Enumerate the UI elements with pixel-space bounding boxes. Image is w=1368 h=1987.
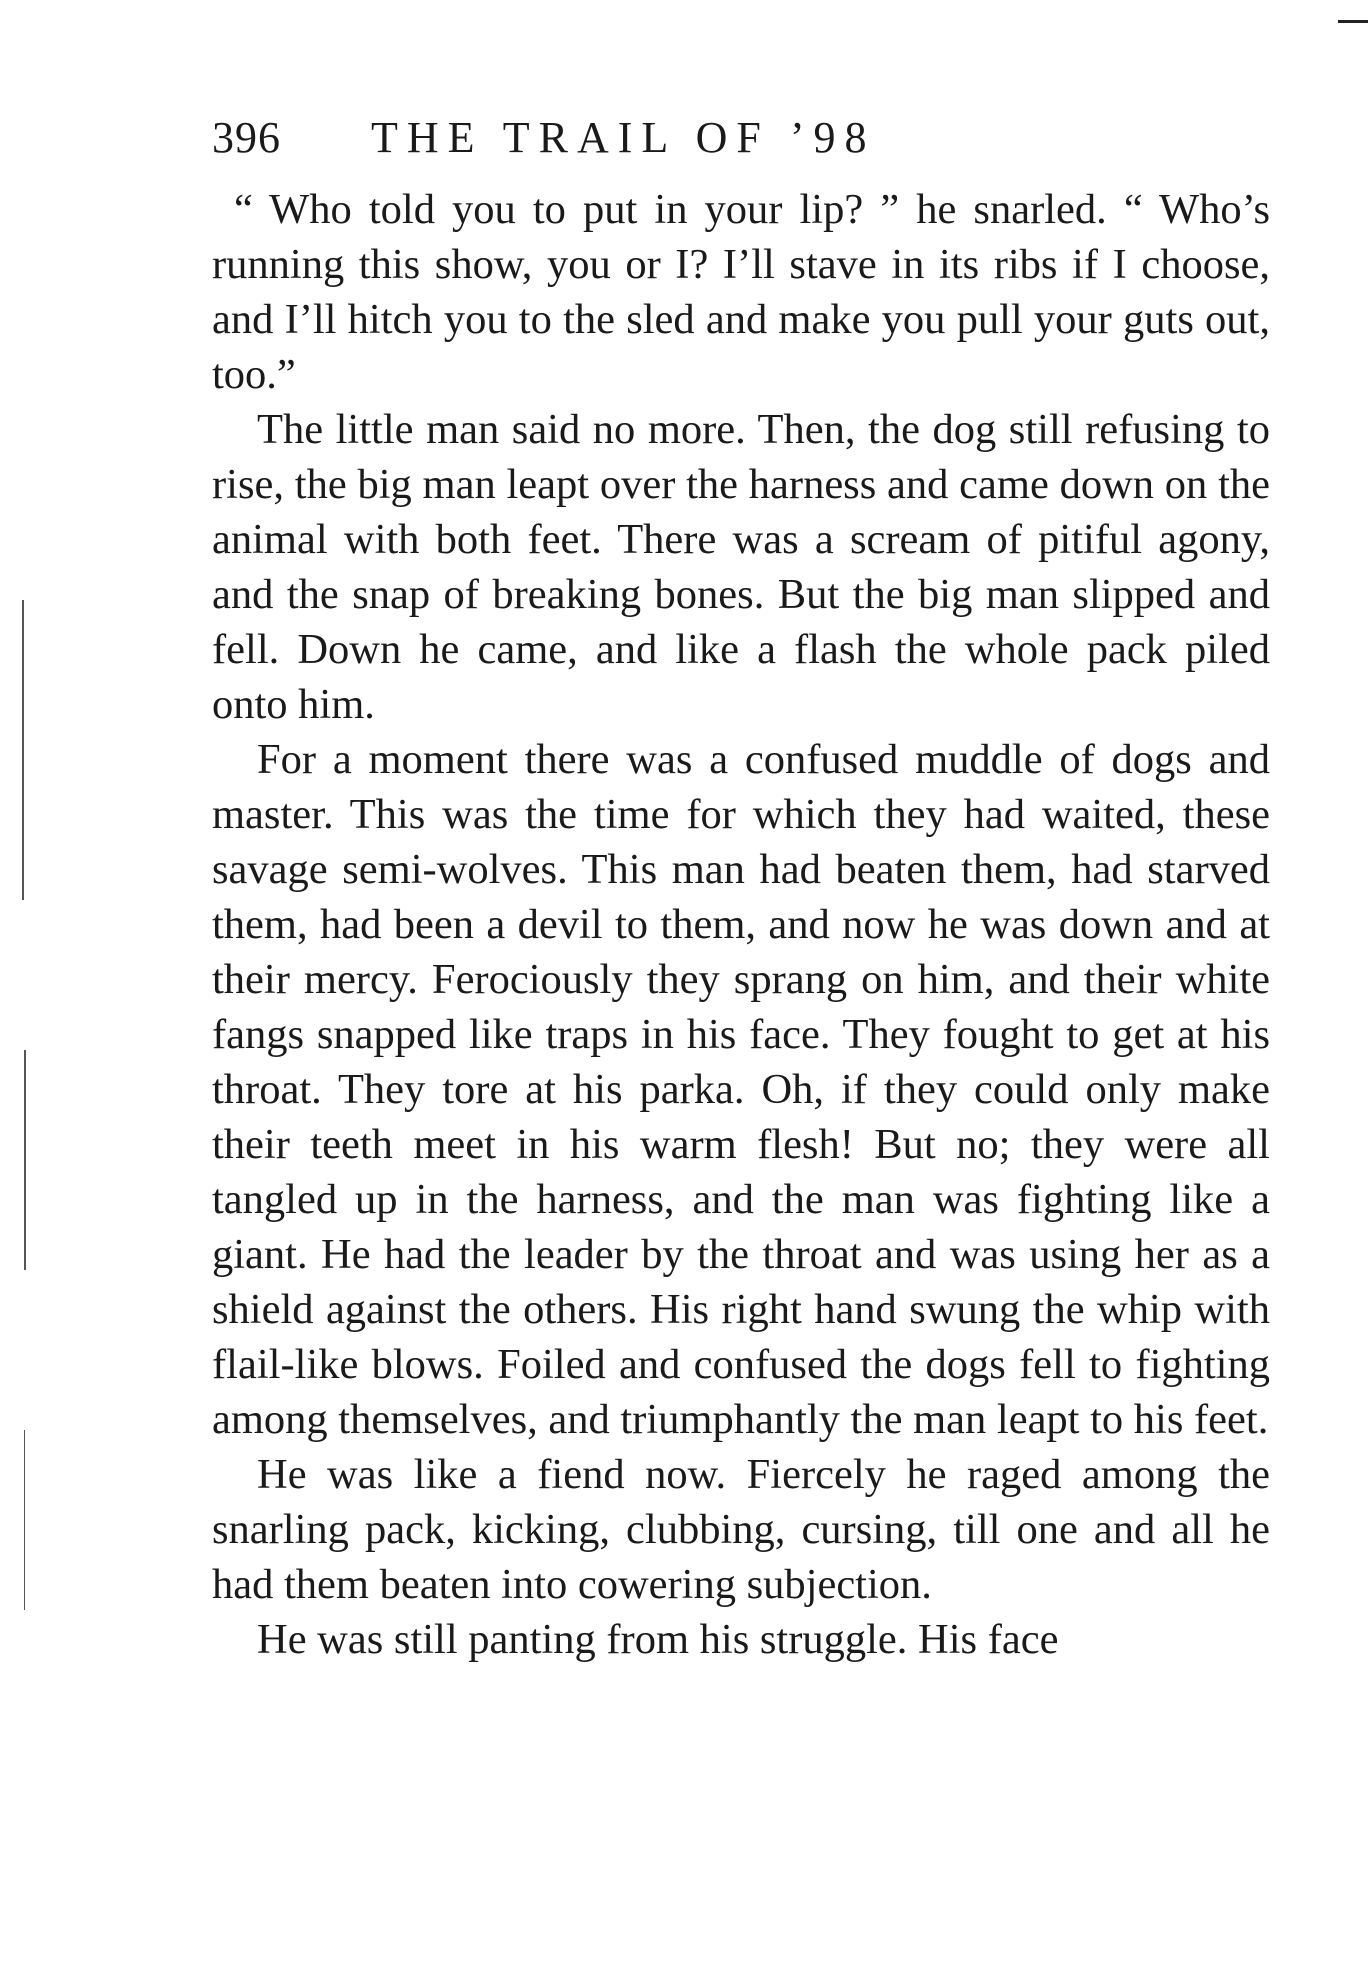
book-page	[212, 112, 1270, 1667]
page-number: 396	[212, 113, 281, 162]
margin-scan-mark	[22, 600, 24, 900]
running-title: THE TRAIL OF ’98	[371, 113, 876, 162]
page-header	[212, 112, 1270, 182]
margin-scan-mark	[24, 1430, 25, 1610]
corner-scan-mark	[1338, 20, 1368, 23]
paragraph: He was like a fiend now. Fiercely he raged among the snarling pack, kicking, clubbing, cursing, till one and all he had them beaten into cowering subjection.	[212, 1451, 1270, 1608]
paragraph: He was still panting from his struggle. His face	[257, 1616, 1059, 1663]
paragraph: “ Who told you to put in your lip? ” he snarled. “ Who’s running this show, you or I? I’ll stave in its ribs if I choose, and I’ll hitch you to the sled and make you pull your guts out, too.”	[212, 186, 1270, 398]
margin-scan-mark	[24, 1050, 26, 1270]
paragraph: For a moment there was a confused muddle of dogs and master. This was the time for which they had waited, these savage semi-wolves. This man had beaten them, had starved them, had been a devil to them, and now he was down and at their mercy. Ferociously they sprang on him, and their white fangs snapped like traps in his face. They fought to get at his throat. They tore at his parka. Oh, if they could only make their teeth meet in his warm flesh! But no; they were all tangled up in the harness, and the man was fighting like a giant. He had the leader by the throat and was using her as a shield against the others. His right hand swung the whip with flail-like blows. Foiled and confused the dogs fell to fighting among themselves, and triumphantly the man leapt to his feet.	[212, 736, 1270, 1443]
paragraph: The little man said no more. Then, the dog still refusing to rise, the big man leapt over the harness and came down on the animal with both feet. There was a scream of pitiful agony, and the snap of breaking bones. But the big man slipped and fell. Down he came, and like a flash the whole pack piled onto him.	[212, 406, 1270, 728]
